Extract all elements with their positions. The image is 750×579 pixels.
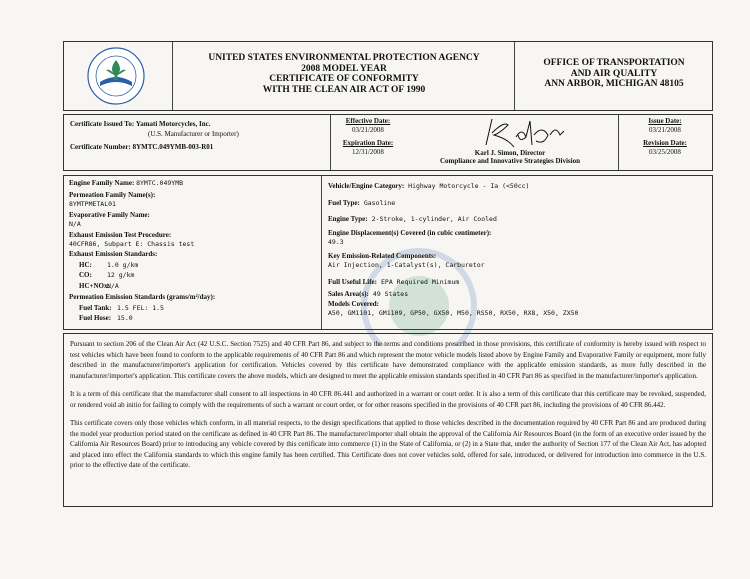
- expiration-date-label: Expiration Date:: [342, 139, 394, 147]
- agency-line-2: 2008 MODEL YEAR: [301, 63, 387, 74]
- issued-to-value: Yamati Motorcycles, Inc.: [135, 120, 211, 128]
- epa-seal: [86, 46, 146, 106]
- details-box: [63, 175, 713, 330]
- permeation-standards-label: Permeation Emission Standards (grams/m²/day):: [69, 293, 216, 301]
- hc-value: 1.0 g/km: [107, 260, 139, 269]
- displacement-label: Engine Displacement(s) Covered (in cubic centimeter):: [328, 228, 492, 237]
- fuel-tank-value: 1.5 FEL: 1.5: [117, 303, 164, 312]
- cert-number-label: Certificate Number:: [70, 143, 131, 151]
- components-value: Air Injection, 1-Catalyst(s), Carburetor: [328, 261, 485, 269]
- displacement-value: 49.3: [328, 238, 344, 246]
- terms-box: [63, 333, 713, 507]
- models-label: Models Covered:: [328, 299, 379, 308]
- permeation-family-value: 8YMTPMETAL01: [69, 199, 116, 208]
- useful-life-value: EPA Required Minimum: [381, 277, 460, 286]
- test-procedure-value: 40CFR86, Subpart E: Chassis test: [69, 239, 195, 248]
- office-line-3: ANN ARBOR, MICHIGAN 48105: [544, 79, 684, 89]
- terms-paragraph-3: This certificate covers only those vehicles which conform, in all material respects, to the design specifications that applied to those vehicles described in the documentation required by 40 CFR Part 86 and are produced during the model year production period stated on the certificate as defined in 40 CFR Part 86. The manufacturer/importer shall obtain the approval of the California Air Resources Board (in the form of an executive order issued by the California Air Resources Board) prior to introducing any vehicle covered by this certificate into commerce (1) in the State of California, or (2) in a State that, under the authority of Section 177 of the Clean Air Act, has adopted and placed into effect the California standards to which this engine family has been certified. This Certificate does not cover vehicles sold, offered for sale, introduced, or delivered for introduction into commerce in the U.S. prior to the effective date of the certificate.: [70, 419, 706, 469]
- models-value: A50, GM1101, GM1109, GP50, GX50, M50, RS50, RX50, RX8, X50, ZX50: [328, 309, 579, 317]
- sales-area-value: 49 States: [372, 290, 409, 298]
- office-line-1: OFFICE OF TRANSPORTATION: [543, 58, 685, 68]
- co-value: 12 g/km: [107, 271, 135, 279]
- vehicle-category-value: Highway Motorcycle - Ia (<50cc): [408, 182, 530, 190]
- revision-date-label: Revision Date:: [643, 139, 687, 147]
- signature: [464, 115, 574, 151]
- effective-date-value: 03/21/2008: [352, 125, 384, 134]
- test-procedure-label: Exhaust Emission Test Procedure:: [69, 231, 172, 239]
- fuel-type-label: Fuel Type:: [328, 198, 360, 207]
- issuance-box: [63, 114, 713, 171]
- hc-label: HC:: [79, 260, 92, 269]
- fuel-type-value: Gasoline: [363, 198, 396, 207]
- hcnox-value: N/A: [107, 281, 119, 290]
- exhaust-standards-label: Exhaust Emission Standards:: [69, 250, 158, 258]
- useful-life-label: Full Useful Life:: [328, 277, 377, 286]
- issued-to-label: Certificate Issued To:: [70, 120, 135, 128]
- terms-paragraph-2: It is a term of this certificate that the manufacturer shall consent to all inspections in 40 CFR 86.441 and authorized in a warrant or court order. It is also a term of this certificate that this certificate may be revoked, suspended, or rendered void ab initio for failing to comply with the requirements of such a warrant or court order, or for other reasons specified in the provisions of 40 CFR part 86, including the provisions of 40 CFR 86.442.: [70, 390, 706, 409]
- components-label: Key Emission-Related Components:: [328, 251, 437, 260]
- revision-date-value: 03/25/2008: [649, 147, 681, 156]
- engine-family-value: 8YMTC.049YMB: [136, 179, 184, 187]
- fuel-hose-label: Fuel Hose:: [79, 314, 112, 322]
- signer-name: Karl J. Simon, Director: [474, 149, 546, 157]
- vehicle-category-label: Vehicle/Engine Category:: [328, 182, 405, 190]
- agency-line-4: WITH THE CLEAN AIR ACT OF 1990: [262, 84, 426, 95]
- evap-family-label: Evaporative Family Name:: [69, 211, 150, 219]
- engine-family-label: Engine Family Name:: [69, 179, 135, 187]
- fuel-tank-label: Fuel Tank:: [79, 303, 112, 312]
- agency-line-1: UNITED STATES ENVIRONMENTAL PROTECTION AGENCY: [208, 53, 480, 63]
- terms-paragraph-1: Pursuant to section 206 of the Clean Air Act (42 U.S.C. Section 7525) and 40 CFR Part 86, and subject to the terms and conditions prescribed in those provisions, this certificate of conformity is hereby issued with respect to test vehicles which have been found to conform to the applicable requirements of 40 CFR Part 86 and which represent the motor vehicle models listed above by Engine Family and Evaporative Family or equipment, more fully described in the manufacturer/importer's application for certification. Vehicles covered by this certificate have demonstrated compliance with the applicable emission standards, as more fully described in the manufacturer/importer's application. This certificate covers the above models, which are designed to meet the applicable emission standards specified in 40 CFR Part 86 as specified in the manufacturer/importer's application.: [70, 340, 706, 380]
- header-box: [63, 41, 713, 111]
- fuel-hose-value: 15.0: [117, 314, 133, 322]
- engine-type-value: 2-Stroke, 1-cylinder, Air Cooled: [371, 215, 497, 223]
- evap-family-value: N/A: [69, 219, 81, 228]
- expiration-date-value: 12/31/2008: [352, 147, 384, 156]
- hcnox-label: HC+NOx:: [79, 281, 110, 290]
- engine-type-label: Engine Type:: [328, 215, 368, 223]
- manufacturer-note: (U.S. Manufacturer or Importer): [148, 130, 239, 138]
- sales-area-label: Sales Area(s):: [328, 290, 369, 298]
- effective-date-label: Effective Date:: [345, 117, 391, 125]
- signer-division: Compliance and Innovative Strategies Division: [439, 157, 580, 165]
- office-line-2: AND AIR QUALITY: [570, 68, 658, 79]
- issue-date-label: Issue Date:: [648, 117, 682, 125]
- issue-date-value: 03/21/2008: [649, 125, 681, 134]
- agency-line-3: CERTIFICATE OF CONFORMITY: [269, 74, 419, 84]
- permeation-family-label: Permeation Family Name(s):: [69, 191, 156, 199]
- cert-number-value: 8YMTC.049YMB-003-R01: [132, 143, 214, 151]
- co-label: CO:: [79, 271, 92, 279]
